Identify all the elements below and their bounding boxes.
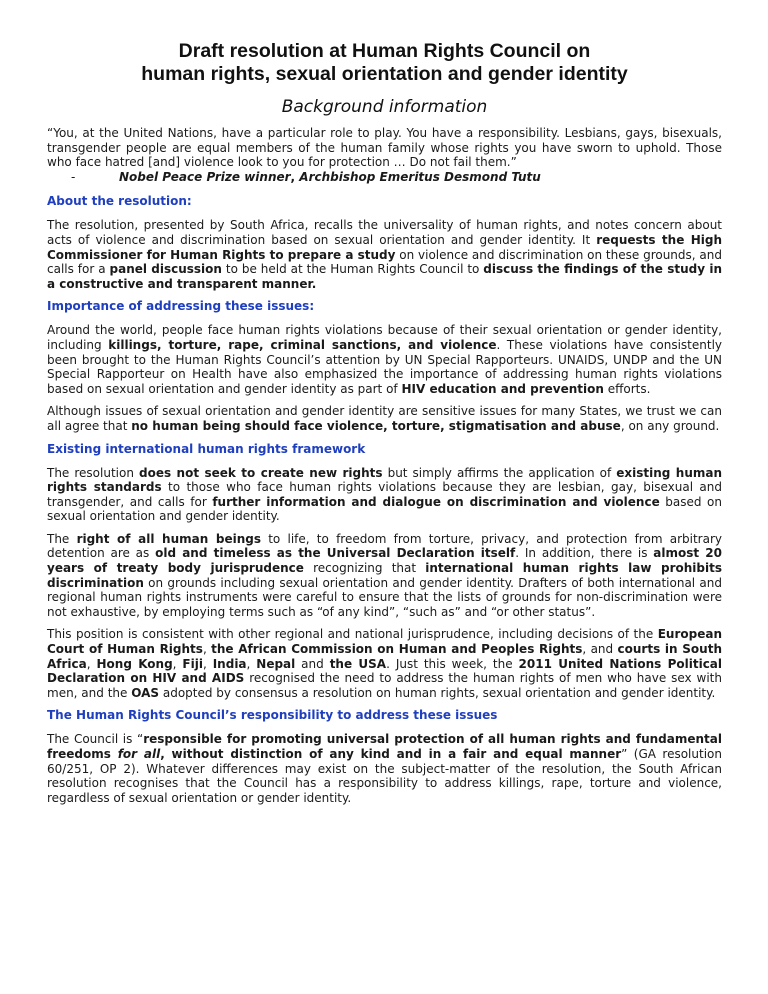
importance-paragraph-1: Around the world, people face human rights violations because of their sexual orientation or gender identity, including killings, torture, rape, criminal sanctions, and violence. These violations have consistently been brought to the Human Rights Council’s attention by UN Special Rapporteurs. UNAIDS, UNDP and the UN Special Rapporteur on Health have also emphasized the importance of addressing human rights violations based on sexual orientation and gender identity as part of HIV education and prevention efforts.	[47, 323, 723, 396]
quote-attribution	[47, 170, 722, 185]
responsibility-paragraph: The Council is “responsible for promoting universal protection of all human rights and fundamental freedoms for all, without distinction of any kind and in a fair and equal manner” (GA resolution 60/251, OP 2). Whatever differences may exist on the subject-matter of the resolution, the South African resolution recognises that the Council has a responsibility to address killings, rape, torture and violence, regardless of sexual orientation or gender identity.	[47, 732, 723, 805]
framework-paragraph-3: This position is consistent with other regional and national jurisprudence, including decisions of the European Court of Human Rights, the African Commission on Human and Peoples Rights, and courts in South Africa, Hong Kong, Fiji, India, Nepal and the USA. Just this week, the 2011 United Nations Political Declaration on HIV and AIDS recognised the need to address the human rights of men who have sex with men, and the OAS adopted by consensus a resolution on human rights, sexual orientation and gender identity.	[47, 627, 723, 700]
attribution-name: Archbishop Emeritus Desmond Tutu	[299, 169, 541, 184]
title-line-1: Draft resolution at Human Rights Council on	[178, 40, 591, 62]
heading-importance: Importance of addressing these issues:	[47, 299, 315, 314]
heading-framework: Existing international human rights framework	[47, 441, 366, 456]
document-title	[47, 40, 722, 86]
title-line-2: human rights, sexual orientation and gender identity	[141, 63, 628, 85]
attribution-role: Nobel Peace Prize winner	[119, 169, 291, 184]
attribution-separator: ,	[290, 169, 300, 184]
heading-responsibility: The Human Rights Council’s responsibility to address these issues	[47, 708, 498, 723]
importance-paragraph-2: Although issues of sexual orientation and gender identity are sensitive issues for many States, we trust we can all agree that no human being should face violence, torture, stigmatisation and abuse, on any ground.	[47, 404, 722, 433]
attribution-dash: -	[71, 169, 76, 184]
framework-paragraph-2: The right of all human beings to life, to freedom from torture, privacy, and protection from arbitrary detention are as old and timeless as the Universal Declaration itself. In addition, there is almost 20 years of treaty body jurisprudence recognizing that international human rights law prohibits discrimination on grounds including sexual orientation and gender identity. Drafters of both international and regional human rights instruments were careful to ensure that the lists of grounds for non-discrimination were not exhaustive, by employing terms such as “of any kind”, “such as” and “or other status”.	[47, 531, 723, 619]
heading-about: About the resolution:	[47, 194, 192, 209]
opening-quote: “You, at the United Nations, have a particular role to play. You have a responsibility. Lesbians, gays, bisexuals, transgender people are equal members of the human family whose rights you have sworn to uphold. Those who face hatred [and] violence look to you for protection … Do not fail them.”	[47, 126, 722, 170]
framework-paragraph-1: The resolution does not seek to create new rights but simply affirms the application of existing human rights standards to those who face human rights violations because they are lesbian, gay, bisexual and transgender, and calls for further information and dialogue on discrimination and violence based on sexual orientation and gender identity.	[47, 465, 723, 524]
about-paragraph: The resolution, presented by South Africa, recalls the universality of human rights, and notes concern about acts of violence and discrimination based on sexual orientation and gender identity. It requests the High Commissioner for Human Rights to prepare a study on violence and discrimination on these grounds, and calls for a panel discussion to be held at the Human Rights Council to discuss the findings of the study in a constructive and transparent manner.	[47, 218, 722, 291]
document-subtitle: Background information	[281, 97, 488, 117]
